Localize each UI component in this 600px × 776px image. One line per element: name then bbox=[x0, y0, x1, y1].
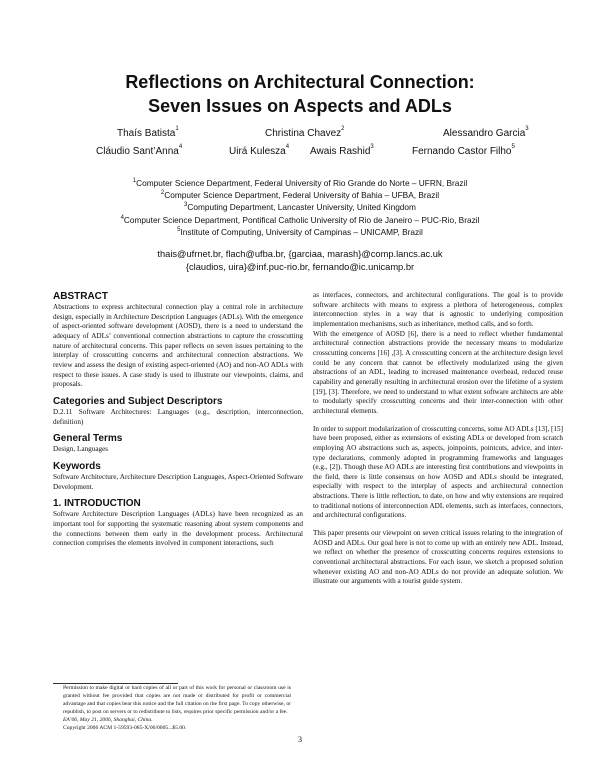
right-column bbox=[313, 291, 563, 587]
author-affil-sup: 4 bbox=[285, 144, 290, 150]
affiliation-text: Computer Science Department, Federal University of Bahia – UFBA, Brazil bbox=[164, 190, 440, 201]
author-name: Thaís Batista bbox=[117, 128, 176, 139]
introduction-heading: 1. INTRODUCTION bbox=[53, 498, 141, 510]
affiliation-text: Computing Department, Lancaster University, United Kingdom bbox=[187, 202, 416, 213]
author bbox=[229, 146, 289, 157]
affiliation-sup: 4 bbox=[120, 214, 124, 221]
keywords-heading: Keywords bbox=[53, 460, 101, 472]
affiliation-sup: 2 bbox=[160, 190, 165, 197]
page-number: 3 bbox=[298, 735, 302, 744]
paragraph: This paper presents our viewpoint on seven critical issues relating to the integration of AOSD and ADLs. Our goal here is not to come up with an entirely new ADL. Instead, we reflect on whether the presence of crosscutting concerns requires extensions to conventional architectural abstractions. For each issue, we sketch a proposed solution whenever existing AO and non-AO ADLs do not provide an adequate solution. We illustrate our arguments with a tourist guide system. bbox=[313, 529, 563, 586]
permission-notice bbox=[63, 685, 291, 732]
categories-heading: Categories and Subject Descriptors bbox=[53, 395, 223, 407]
general-terms-text: Design, Languages bbox=[53, 445, 109, 454]
affiliation bbox=[0, 226, 600, 238]
author bbox=[443, 128, 529, 139]
affiliation-sup: 3 bbox=[184, 202, 188, 209]
author bbox=[310, 146, 374, 157]
title-line-1: Reflections on Architectural Connection: bbox=[125, 72, 475, 92]
affiliation bbox=[0, 189, 600, 201]
affiliation-text: Computer Science Department, Federal University of Rio Grande do Norte – UFRN, Brazil bbox=[136, 178, 468, 188]
paragraph: as interfaces, connectors, and architectural configurations. The goal is to provide software architects with means to express a plethora of heterogeneous, complex interconnection styles in a way that is agnostic to underlying composition implementation mechanisms, such as inheritance, method calls, and so forth. bbox=[313, 291, 563, 328]
email-line: {claudios, uira}@inf.puc-rio.br, fernando@ic.unicamp.br bbox=[185, 262, 415, 272]
paragraph: With the emergence of AOSD [6], there is a need to reflect whether fundamental architectural connection abstractions provide the necessary means to modularize crosscutting concerns [16] ,[3]. A crosscutting concern at the architecture design level could be any concern that cannot be effectively modularized using the given abstractions of an ADL, leading to increased maintenance overhead, reduced reuse capability and generally resulting in architectural erosion over the lifetime of a system [19], [3]. Therefore, we need to understand to what extent software architects are able to modularly specify crosscutting concerns and their inter-connection with other architectural elements. bbox=[313, 329, 563, 415]
author-affil-sup: 1 bbox=[175, 126, 179, 132]
affiliation-text: Computer Science Department, Pontifical Catholic University of Rio de Janeiro – PUC-Rio, Brazil bbox=[123, 214, 480, 225]
author bbox=[96, 146, 182, 157]
author-emails bbox=[0, 248, 600, 274]
affiliation bbox=[0, 201, 600, 213]
footnote-rule bbox=[53, 683, 178, 684]
author-name: Awais Rashid bbox=[310, 146, 371, 157]
affiliations bbox=[0, 177, 600, 238]
abstract-text: Abstractions to express architectural connection play a central role in architecture design, especially in Architecture Description Languages (ADLs). With the emergence of aspect-oriented software development (AOSD), there is a need to understand the adequacy of ADLs’ conventional connection abstractions to capture the crosscutting nature of architectural concerns. This paper reflects on seven issues pertaining to the interplay of crosscutting concerns and architectural connection abstractions. We review and assess the design of existing aspect-oriented (AO) and non-AO ADLs with respect to these issues. A case study is used to illustrate our viewpoints, claims, and proposals. bbox=[53, 303, 303, 389]
author-name: Alessandro Garcia bbox=[443, 128, 526, 139]
left-column bbox=[53, 291, 303, 549]
author-name: Cláudio Sant’Anna bbox=[96, 146, 179, 157]
author bbox=[412, 146, 515, 157]
introduction-text: Software Architecture Description Languages (ADLs) have been recognized as an important tool for supporting the systematic reasoning about system components and the connections between them early in the development process. Architectural connection comprises the elements involved in component interactions, such bbox=[53, 510, 303, 548]
affiliation bbox=[0, 177, 600, 189]
abstract-heading: ABSTRACT bbox=[53, 291, 108, 302]
author-name: Uirá Kulesza bbox=[229, 146, 286, 157]
title-line-2: Seven Issues on Aspects and ADLs bbox=[148, 96, 452, 116]
author-affil-sup: 5 bbox=[511, 144, 515, 150]
general-terms-heading: General Terms bbox=[53, 433, 123, 445]
affiliation-text: Institute of Computing, University of Campinas – UNICAMP, Brazil bbox=[180, 226, 423, 237]
affiliation bbox=[0, 214, 600, 226]
author-name: Fernando Castor Filho bbox=[412, 146, 512, 157]
author bbox=[265, 128, 345, 139]
conference-info: EA’06, May 21, 2006, Shanghai, China. bbox=[63, 716, 153, 723]
keywords-text: Software Architecture, Architecture Description Languages, Aspect-Oriented Software Development. bbox=[53, 472, 303, 491]
paper-title bbox=[0, 70, 600, 118]
author-affil-sup: 2 bbox=[341, 126, 345, 132]
affiliation-sup: 1 bbox=[132, 178, 137, 184]
affiliation-sup: 5 bbox=[177, 226, 181, 233]
paragraph: In order to support modularization of crosscutting concerns, some AO ADLs [13], [15] have been proposed, either as extensions of existing ADLs or developed from scratch employing AO abstractions such as, aspects, joinpoints, pointcuts, advice, and inter-type declarations, commonly adopted in programming frameworks and languages (e.g., [2]). Though these AO ADLs are interesting first contributions and viewpoints in the field, there is little consensus on how AOSD and ADLs should be integrated, especially with respect to the interplay of aspects and architectural connection abstractions. There is little reflection, to date, on how and why extensions are required to traditional notions of interconnection ADL elements, such as interfaces, connectors, and architectural configurations. bbox=[313, 424, 563, 520]
author-affil-sup: 3 bbox=[370, 144, 374, 150]
author-affil-sup: 3 bbox=[525, 126, 529, 132]
author-name: Christina Chavez bbox=[265, 128, 342, 139]
copyright-line: Copyright 2006 ACM 1-59593-085-X/06/0005...$5.00. bbox=[63, 724, 187, 731]
categories-text: D.2.11 Software Architectures: Languages (e.g., description, interconnection, definition) bbox=[53, 407, 303, 426]
email-line: thais@ufrnet.br, flach@ufba.br, {garciaa, marash}@comp.lancs.ac.uk bbox=[157, 249, 443, 259]
permission-text: Permission to make digital or hard copies of all or part of this work for personal or classroom use is granted without fee provided that copies are not made or distributed for profit or commercial advantage and that copies bear this notice and the full citation on the first page. To copy otherwise, or republish, to post on servers or to redistribute to lists, requires prior specific permission and/or a fee. bbox=[63, 685, 291, 715]
author bbox=[117, 128, 179, 139]
author-affil-sup: 4 bbox=[178, 144, 183, 150]
